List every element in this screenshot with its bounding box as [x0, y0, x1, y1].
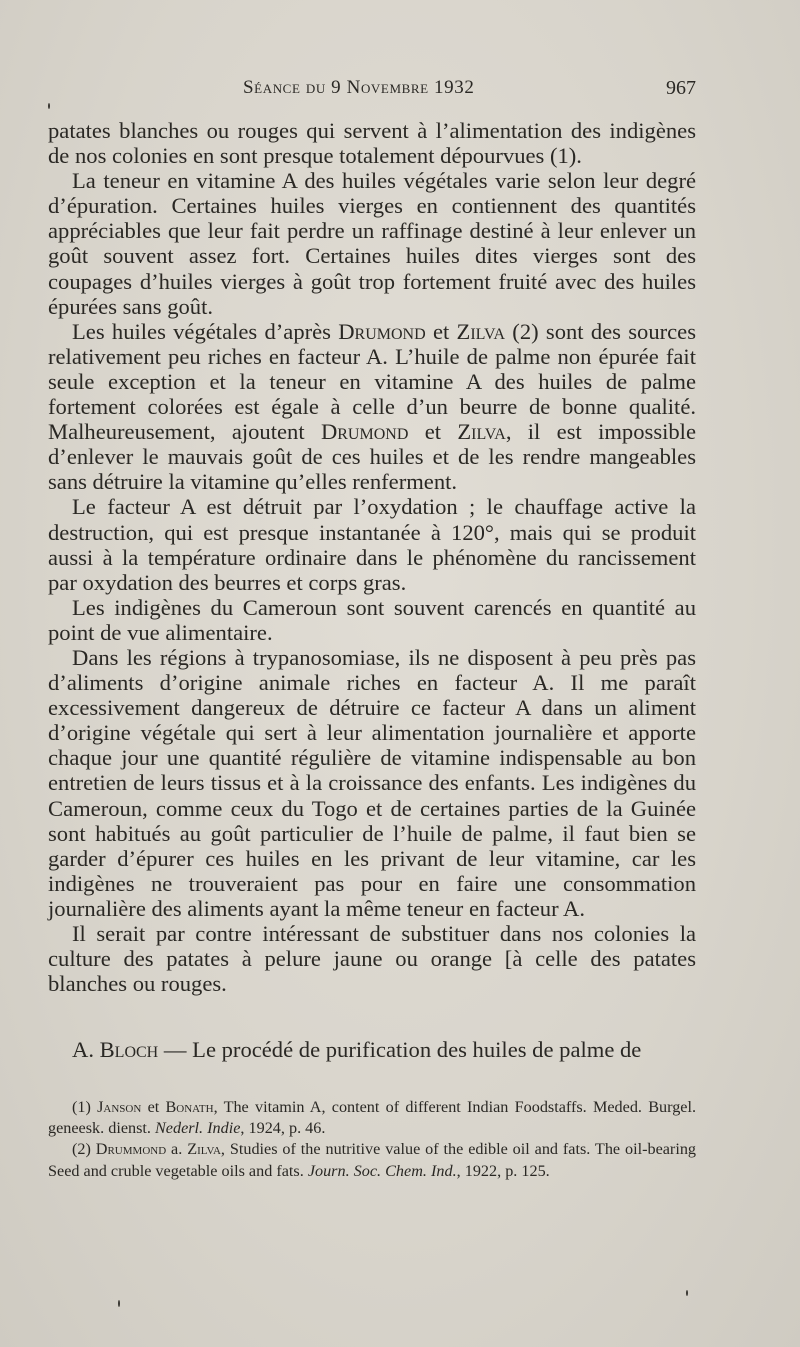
footnote-author: Janson	[97, 1098, 142, 1116]
section-text: — Le procédé de purification des huiles de palme de	[158, 1037, 642, 1062]
footnote-journal: Nederl. Indie	[155, 1119, 241, 1138]
paragraph-3-text-a: Les huiles végétales d’après	[72, 318, 339, 344]
footnote-text: , Studies of the nutritive value of the edible oil and fats. The oil-bearing Seed and cruble vegetable oils and fats.	[48, 1140, 697, 1180]
footnote-text: , 1924, p. 46.	[240, 1119, 326, 1138]
footnote-2	[48, 1139, 696, 1181]
author-name: Zilva	[457, 419, 506, 445]
paper-speck	[118, 1300, 120, 1307]
paragraph-4: Le facteur A est détruit par l’oxydation ; le chauffage active la destruction, qui est presque instantanée à 120°, mais qui se produit aussi à la température ordinaire dans le phénomène du rancissement par oxydation des beurres et corps gras.	[48, 494, 696, 595]
footnote-author: Bonath	[165, 1098, 214, 1116]
paragraph-1: patates blanches ou rouges qui servent à l’alimentation des indigènes de nos colonies en sont presque totalement dépourvues (1).	[48, 118, 696, 169]
footnote-text: a.	[166, 1140, 188, 1159]
paragraph-7: Il serait par contre intéressant de substituer dans nos colonies la culture des patates à pelure jaune ou orange [à celle des patates blanches ou rouges.	[48, 921, 696, 997]
author-name: Zilva	[456, 318, 506, 344]
footnote-author: Drummond	[95, 1140, 167, 1159]
body-text	[48, 118, 696, 996]
footnote-text: , 1922, p. 125.	[456, 1161, 550, 1180]
page-header	[48, 77, 696, 107]
footnote-author: Zilva	[187, 1140, 221, 1159]
author-name: Drumond	[320, 419, 409, 445]
paper-speck	[686, 1290, 688, 1296]
paragraph-3-text-b: et	[425, 318, 457, 344]
paragraph-3-text-e: , il est impossible d’enlever le mauvais goût de ces huiles et de les rendre mangeables sans détruire la vitamine qu’elles renferment.	[48, 419, 696, 495]
author-name: Drumond	[338, 318, 426, 344]
page-number: 967	[666, 77, 696, 99]
footnote-text: et	[141, 1098, 166, 1116]
footnote-1	[48, 1097, 696, 1139]
paper-speck	[48, 103, 50, 109]
paragraph-2: La teneur en vitamine A des huiles végétales varie selon leur degré d’épuration. Certaines huiles vierges en contiennent des quantités appréciables que leur fait perdre un raffinage destiné à leur enlever un goût souvent assez fort. Certaines huiles dites vierges sont des coupages d’huiles vierges à goût trop fortement fruité avec des huiles épurées sans goût.	[48, 168, 696, 319]
footnote-marker: (2)	[72, 1140, 96, 1159]
footnote-journal: Journ. Soc. Chem. Ind.	[307, 1161, 457, 1180]
paragraph-3-text-d: et	[408, 419, 458, 445]
paragraph-3	[48, 319, 696, 495]
footnotes	[48, 1097, 696, 1182]
paragraph-3-text-c: (2) sont des sources relativement peu riches en facteur A. L’huile de palme non épurée fait seule exception et la teneur en vitamine A des huiles de palme fortement colorées est égale à celle d’un beurre de bonne qualité. Malheureusement, ajoutent	[48, 318, 696, 445]
footnote-marker: (1)	[72, 1098, 98, 1116]
next-section-paragraph	[48, 1037, 696, 1062]
paragraph-6: Dans les régions à trypanosomiase, ils ne disposent à peu près pas d’aliments d’origine animale riches en facteur A. Il me paraît excessivement dangereux de détruire ce facteur A dans un aliment d’origine végétale qui sert à leur alimentation journalière et apporte chaque jour une quantité régulière de vitamine indispensable au bon entretien de leurs tissus et à la croissance des enfants. Les indigènes du Cameroun, comme ceux du Togo et de certaines parties de la Guinée sont habitués au goût particulier de l’huile de palme, il faut bien se garder d’épurer ces huiles en les privant de leur vitamine, car les indigènes ne trouveraient pas pour en faire une consommation journalière des aliments ayant la même teneur en facteur A.	[48, 644, 696, 921]
footnote-text: , The vitamin A, content of different Indian Foodstaffs. Meded. Burgel. geneesk. dienst.	[48, 1098, 697, 1138]
paragraph-5: Les indigènes du Cameroun sont souvent carencés en quantité au point de vue alimentaire.	[48, 594, 696, 645]
running-title: Séance du 9 Novembre 1932	[243, 77, 475, 98]
section-author: A. Bloch	[72, 1037, 159, 1062]
